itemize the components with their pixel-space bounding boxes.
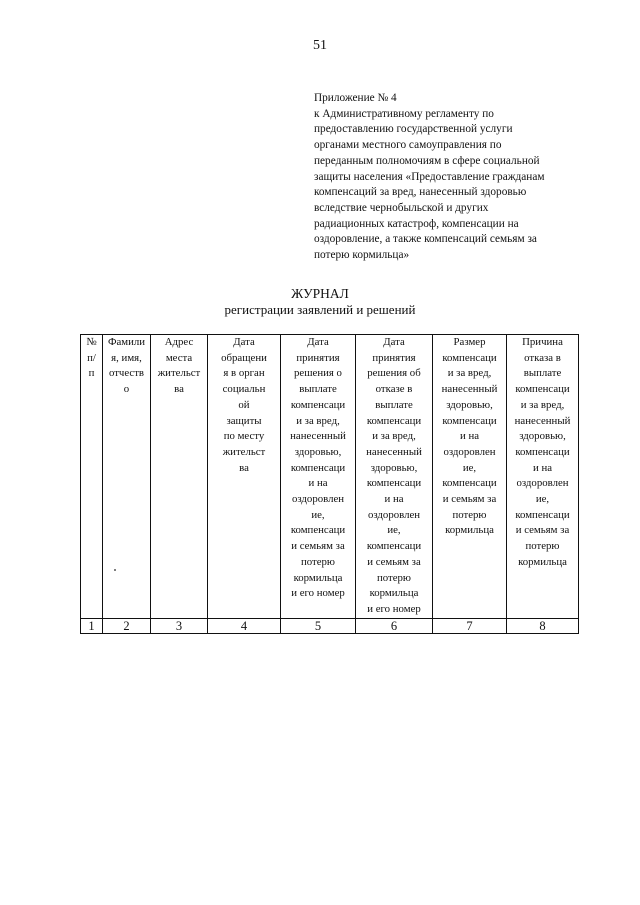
appendix-line: предоставлению государственной услуги <box>314 123 513 136</box>
header-cell-full-name <box>103 335 151 619</box>
header-line: и за вред, <box>447 367 492 380</box>
header-line: я, имя, <box>111 351 142 364</box>
header-line: Дата <box>307 336 329 348</box>
header-line: кормильца <box>445 524 494 537</box>
header-line: кормильца <box>518 555 567 568</box>
appendix-line: радиационных катастроф, компенсации на <box>314 217 519 230</box>
header-line: компенсаци <box>442 414 497 427</box>
header-line: № <box>86 336 97 348</box>
header-line: и на <box>532 461 553 474</box>
header-cell-refusal-decision-date <box>356 335 433 619</box>
header-line: оздоровлен <box>291 493 345 506</box>
header-line: и за вред, <box>372 430 416 443</box>
header-line: компенсаци <box>366 477 422 490</box>
journal-title: ЖУРНАЛ <box>291 286 349 301</box>
appendix-line: потерю кормильца» <box>314 249 410 262</box>
header-line: оздоровлен <box>367 508 421 521</box>
header-line: обращени <box>221 351 267 364</box>
header-line: отказа в <box>524 351 561 364</box>
header-line: нанесенный <box>514 414 571 427</box>
header-line: выплате <box>375 398 413 411</box>
appendix-line: вследствие чернобыльской и других <box>314 201 489 214</box>
header-line: нанесенный <box>290 430 346 443</box>
header-line: п <box>88 367 95 380</box>
appendix-note <box>314 91 599 264</box>
header-line: компенсаци <box>290 398 346 411</box>
header-line: здоровью, <box>370 461 418 474</box>
header-line: оздоровлен <box>516 477 569 490</box>
header-line: Дата <box>383 336 405 348</box>
header-line: социальн <box>222 383 266 396</box>
header-line: компенсаци <box>515 383 570 396</box>
header-line: решения об <box>367 367 421 380</box>
header-line: Адрес <box>164 336 194 348</box>
header-line: и семьям за <box>291 540 345 553</box>
header-line: Дата <box>233 336 255 348</box>
header-line: компенсаци <box>442 477 497 490</box>
header-line: по месту <box>223 430 265 443</box>
appendix-line: защиты населения «Предоставление гражданам <box>314 170 545 183</box>
page-number: 51 <box>313 38 327 53</box>
header-line: жительст <box>157 367 201 380</box>
appendix-line: оздоровление, а также компенсаций семьям за <box>314 233 537 246</box>
column-number-cell: 6 <box>356 618 433 633</box>
header-line: я в орган <box>223 367 265 380</box>
header-line: и за вред, <box>296 414 340 427</box>
header-cell-compensation-amount <box>433 335 507 619</box>
header-line: Причина <box>522 336 563 348</box>
table-header-row <box>81 335 579 619</box>
header-line: Фамили <box>107 336 146 348</box>
header-line: компенсаци <box>515 508 570 521</box>
appendix-line: переданным полномочиям в сфере социальной <box>314 154 540 167</box>
header-line: здоровью, <box>294 445 342 458</box>
header-line: потерю <box>525 540 560 553</box>
header-line: принятия <box>296 351 340 364</box>
column-number-cell: 8 <box>507 618 579 633</box>
header-cell-number <box>81 335 103 619</box>
header-line: и его номер <box>291 587 345 600</box>
header-line: потерю <box>376 571 411 584</box>
column-number-cell: 1 <box>81 618 103 633</box>
column-number-cell: 2 <box>103 618 151 633</box>
header-line: и на <box>308 477 328 490</box>
header-line: места <box>165 351 193 364</box>
column-number-cell: 3 <box>151 618 208 633</box>
header-line: здоровью, <box>519 430 566 443</box>
header-line: ой <box>238 398 250 411</box>
header-line: компенсаци <box>290 461 346 474</box>
table-row <box>81 618 579 633</box>
header-line: и за вред, <box>520 398 565 411</box>
header-line: о <box>123 383 130 396</box>
header-line: выплате <box>523 367 562 380</box>
header-line: и семьям за <box>515 524 570 537</box>
header-line: и его номер <box>367 602 421 615</box>
header-line: ие, <box>311 508 325 521</box>
header-line: потерю <box>300 555 335 568</box>
header-line: ие, <box>387 524 401 537</box>
header-line: решения о <box>294 367 342 380</box>
appendix-line: Приложение № 4 <box>314 92 397 104</box>
header-line: жительст <box>222 445 266 458</box>
scan-speck <box>114 569 116 571</box>
header-line: Размер <box>453 336 486 348</box>
header-line: компенсаци <box>442 351 497 364</box>
header-line: здоровью, <box>446 398 493 411</box>
header-line: и на <box>384 493 404 506</box>
header-line: компенсаци <box>290 524 346 537</box>
header-line: нанесенный <box>441 383 498 396</box>
appendix-line: органами местного самоуправления по <box>314 139 502 152</box>
header-line: компенсаци <box>515 445 570 458</box>
header-line: отчеств <box>108 367 145 380</box>
header-line: компенсаци <box>366 414 422 427</box>
header-line: кормильца <box>369 587 419 600</box>
header-line: и семьям за <box>367 555 421 568</box>
header-cell-refusal-reason <box>507 335 579 619</box>
header-line: кормильца <box>293 571 343 584</box>
column-number-cell: 4 <box>208 618 281 633</box>
header-line: и семьям за <box>442 493 497 506</box>
header-line: оздоровлен <box>443 445 496 458</box>
header-line: потерю <box>452 508 487 521</box>
header-line: выплате <box>299 383 337 396</box>
journal-table <box>80 334 579 634</box>
header-line: компенсаци <box>366 540 422 553</box>
appendix-line: к Административному регламенту по <box>314 107 494 120</box>
header-line: нанесенный <box>366 445 422 458</box>
header-line: отказе в <box>375 383 413 396</box>
header-line: и на <box>459 430 480 443</box>
column-number-cell: 7 <box>433 618 507 633</box>
header-line: ва <box>239 461 249 474</box>
header-line: ва <box>174 383 184 396</box>
header-line: защиты <box>226 414 262 427</box>
column-number-cell: 5 <box>281 618 356 633</box>
header-cell-address <box>151 335 208 619</box>
header-line: принятия <box>372 351 416 364</box>
header-line: ие, <box>462 461 477 474</box>
header-cell-application-date <box>208 335 281 619</box>
header-cell-payment-decision-date <box>281 335 356 619</box>
journal-subtitle: регистрации заявлений и решений <box>224 302 416 317</box>
header-line: п/ <box>87 351 96 364</box>
header-line: ие, <box>535 493 550 506</box>
appendix-line: компенсаций за вред, нанесенный здоровью <box>314 186 527 199</box>
